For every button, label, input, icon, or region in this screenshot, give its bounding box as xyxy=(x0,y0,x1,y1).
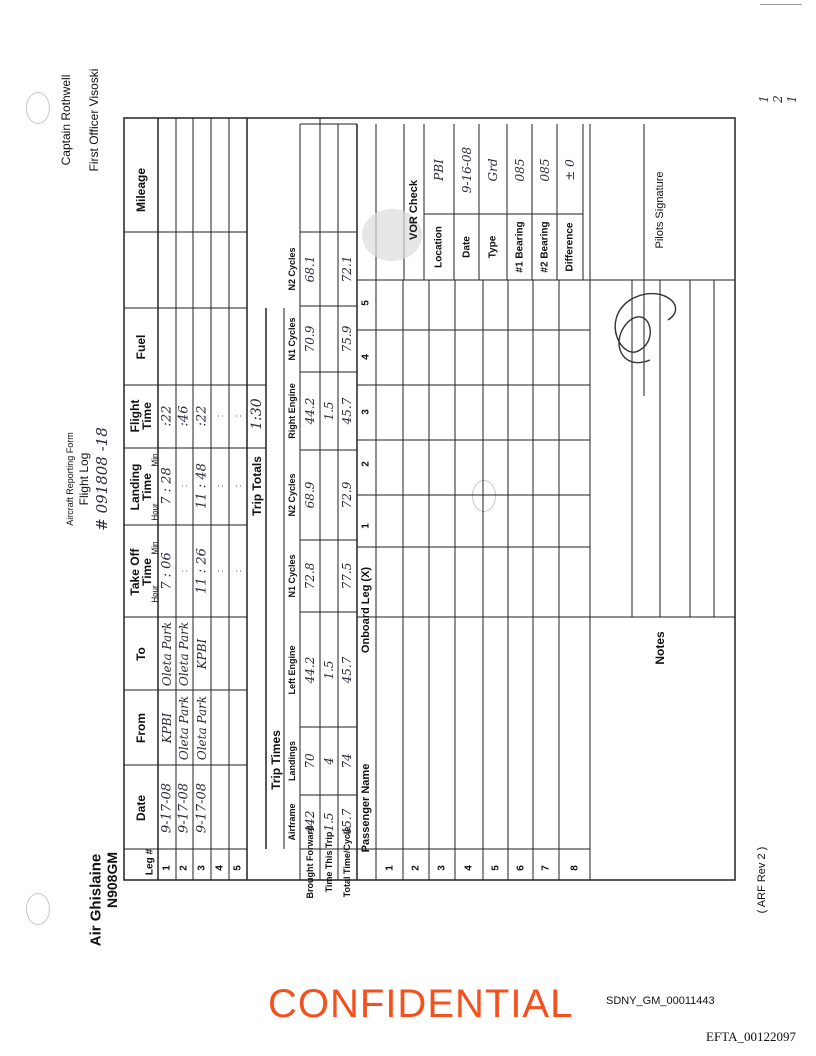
passenger-row-number: 2 xyxy=(410,865,422,871)
leg-flight-time: : xyxy=(215,414,225,418)
leg-takeoff-time: 7 : 06 xyxy=(159,552,175,590)
trip-value: 45.7 xyxy=(340,397,354,425)
trip-value: 1.5 xyxy=(322,660,336,680)
passenger-row-number: 5 xyxy=(490,865,501,871)
trip-value: 44.2 xyxy=(303,656,317,684)
vor-item-value: 085 xyxy=(512,158,527,182)
leg-to: KPBI xyxy=(195,638,209,670)
header-leg: Leg # xyxy=(144,848,156,876)
header-landing: Landing xyxy=(128,463,142,511)
onboard-leg-number: 1 xyxy=(360,523,372,529)
leg-date: 9-17-08 xyxy=(176,782,192,834)
passenger-row-number: 1 xyxy=(384,865,395,871)
company-name: Air Ghislaine xyxy=(87,853,105,947)
trip-totals-value: 1:30 xyxy=(249,398,265,430)
trip-col-header: Airframe xyxy=(287,803,297,841)
leg-date: 9-17-08 xyxy=(194,782,210,834)
leg-takeoff-time: : xyxy=(179,569,189,573)
captain: Captain Rothwell xyxy=(59,74,73,166)
trip-value: 442 xyxy=(303,810,317,834)
trip-col-header: N2 Cycles xyxy=(287,247,297,291)
pilot-signature-label: Pilots Signature xyxy=(654,171,666,249)
header-takeoff-time: Time xyxy=(140,558,154,586)
vor-item-value: 085 xyxy=(537,158,552,182)
vor-check-title: VOR Check xyxy=(408,180,420,240)
efta-number: EFTA_00122097 xyxy=(706,1029,796,1044)
first-officer: First Officer Visoski xyxy=(87,68,101,172)
leg-from: Oleta Park xyxy=(195,695,209,761)
notes-label: Notes xyxy=(653,631,667,665)
trip-value: 68.9 xyxy=(303,481,317,509)
leg-landing-time: : xyxy=(215,484,225,488)
leg-number: 1 xyxy=(161,865,173,871)
onboard-leg-number: 4 xyxy=(360,354,372,360)
leg-date: 9-17-08 xyxy=(159,782,175,834)
leg-landing-time: : xyxy=(179,484,189,488)
leg-to: Oleta Park xyxy=(177,621,191,687)
trip-value: 70 xyxy=(303,753,317,769)
passenger-row-number: 8 xyxy=(569,865,580,871)
vor-item-label: Type xyxy=(487,235,499,259)
trip-row-label: Brought Forward xyxy=(305,825,315,899)
vor-item-value: ± 0 xyxy=(563,159,577,181)
margin-mark: 2 xyxy=(770,95,785,103)
header-hour: Hour xyxy=(150,503,160,521)
trip-col-header: N2 Cycles xyxy=(287,473,297,517)
trip-value: 72.1 xyxy=(340,255,354,283)
header-takeoff: Take Off xyxy=(128,548,142,596)
bates-number: SDNY_GM_00011443 xyxy=(606,995,715,1007)
header-to: To xyxy=(134,647,148,661)
trip-value: 4 xyxy=(322,757,336,765)
leg-number: 2 xyxy=(178,865,190,871)
tail-number: N908GM xyxy=(104,851,120,909)
leg-number: 5 xyxy=(232,865,244,871)
vor-item-value: PBI xyxy=(432,159,446,181)
vor-item-label: Date xyxy=(461,236,472,258)
trip-col-header: Landings xyxy=(287,741,297,781)
leg-number: 4 xyxy=(214,865,226,871)
leg-landing-time: 7 : 28 xyxy=(159,467,175,505)
trip-col-header: N1 Cycles xyxy=(287,317,297,361)
trip-value: 1.5 xyxy=(322,401,336,421)
trip-value: 74 xyxy=(340,753,354,769)
vor-item-label: Difference xyxy=(564,222,576,272)
leg-flight-time: :22 xyxy=(159,405,175,427)
trip-col-header: Right Engine xyxy=(287,383,297,439)
leg-flight-time: :22 xyxy=(194,405,210,427)
vor-item-value: 9-16-08 xyxy=(459,146,474,194)
leg-landing-time: 11 : 48 xyxy=(194,463,210,509)
leg-flight-time: : xyxy=(233,414,243,418)
trip-value: 72.9 xyxy=(340,481,354,509)
confidential-stamp: CONFIDENTIAL xyxy=(268,982,574,1026)
passenger-name-header: Passenger Name xyxy=(360,763,372,853)
vor-item-label: Location xyxy=(433,226,445,268)
trip-col-header: N1 Cycles xyxy=(287,554,297,598)
header-min: Min xyxy=(150,541,160,555)
form-subtitle: Flight Log xyxy=(77,452,91,506)
trip-value: 75.9 xyxy=(340,325,354,353)
header-min: Min xyxy=(150,453,160,467)
trip-totals-label: Trip Totals xyxy=(250,456,264,516)
passenger-row-number: 4 xyxy=(463,865,475,871)
passenger-row-number: 7 xyxy=(540,865,552,871)
header-hour: Hour xyxy=(150,585,160,603)
passenger-row-number: 6 xyxy=(515,865,526,871)
leg-takeoff-time: 11 : 26 xyxy=(194,548,210,594)
onboard-leg-header: Onboard Leg (X) xyxy=(360,566,372,654)
onboard-leg-number: 3 xyxy=(360,409,372,415)
trip-value: 45.7 xyxy=(340,656,354,684)
leg-from: KPBI xyxy=(160,712,174,744)
header-from: From xyxy=(134,713,148,743)
header-fuel: Fuel xyxy=(134,334,148,360)
leg-landing-time: : xyxy=(233,484,243,488)
header-flight-time: Time xyxy=(140,402,154,430)
leg-to: Oleta Park xyxy=(160,621,174,687)
form-title: Aircraft Reporting Form xyxy=(65,432,75,526)
trip-col-header: Left Engine xyxy=(287,645,297,695)
header-landing-time: Time xyxy=(140,473,154,501)
passenger-row-number: 3 xyxy=(436,865,448,871)
trip-value: 1.5 xyxy=(322,812,336,832)
pilot-signature-scribble xyxy=(615,294,675,363)
trip-row-label: Time This Trip xyxy=(324,831,334,893)
header-mileage: Mileage xyxy=(134,167,148,213)
trip-value: 68.1 xyxy=(303,255,317,283)
onboard-leg-number: 5 xyxy=(360,300,372,306)
vor-item-label: #2 Bearing xyxy=(539,221,550,273)
trip-value: 72.8 xyxy=(303,562,317,590)
leg-from: Oleta Park xyxy=(177,695,191,761)
leg-number: 3 xyxy=(196,865,208,871)
leg-takeoff-time: : xyxy=(233,569,243,573)
log-number: # 091808 -18 xyxy=(93,427,111,531)
header-flight: Flight xyxy=(128,399,142,433)
trip-value: 44.2 xyxy=(303,397,317,425)
trip-value: 45.7 xyxy=(340,808,354,836)
vor-item-label: #1 Bearing xyxy=(514,221,525,273)
trip-value: 70.9 xyxy=(303,325,317,353)
header-date: Date xyxy=(134,794,148,822)
vor-item-value: Grd xyxy=(486,158,500,182)
leg-takeoff-time: : xyxy=(215,569,225,573)
trip-row-label: Total Time/Cycle xyxy=(342,826,352,898)
onboard-leg-number: 2 xyxy=(360,461,372,467)
trip-times-title: Trip Times xyxy=(269,730,283,790)
margin-mark: 1 xyxy=(784,95,799,103)
trip-value: 77.5 xyxy=(340,562,354,590)
form-revision: ( ARF Rev 2 ) xyxy=(756,846,768,914)
margin-mark: 1 xyxy=(756,95,771,103)
leg-flight-time: :46 xyxy=(176,405,192,427)
